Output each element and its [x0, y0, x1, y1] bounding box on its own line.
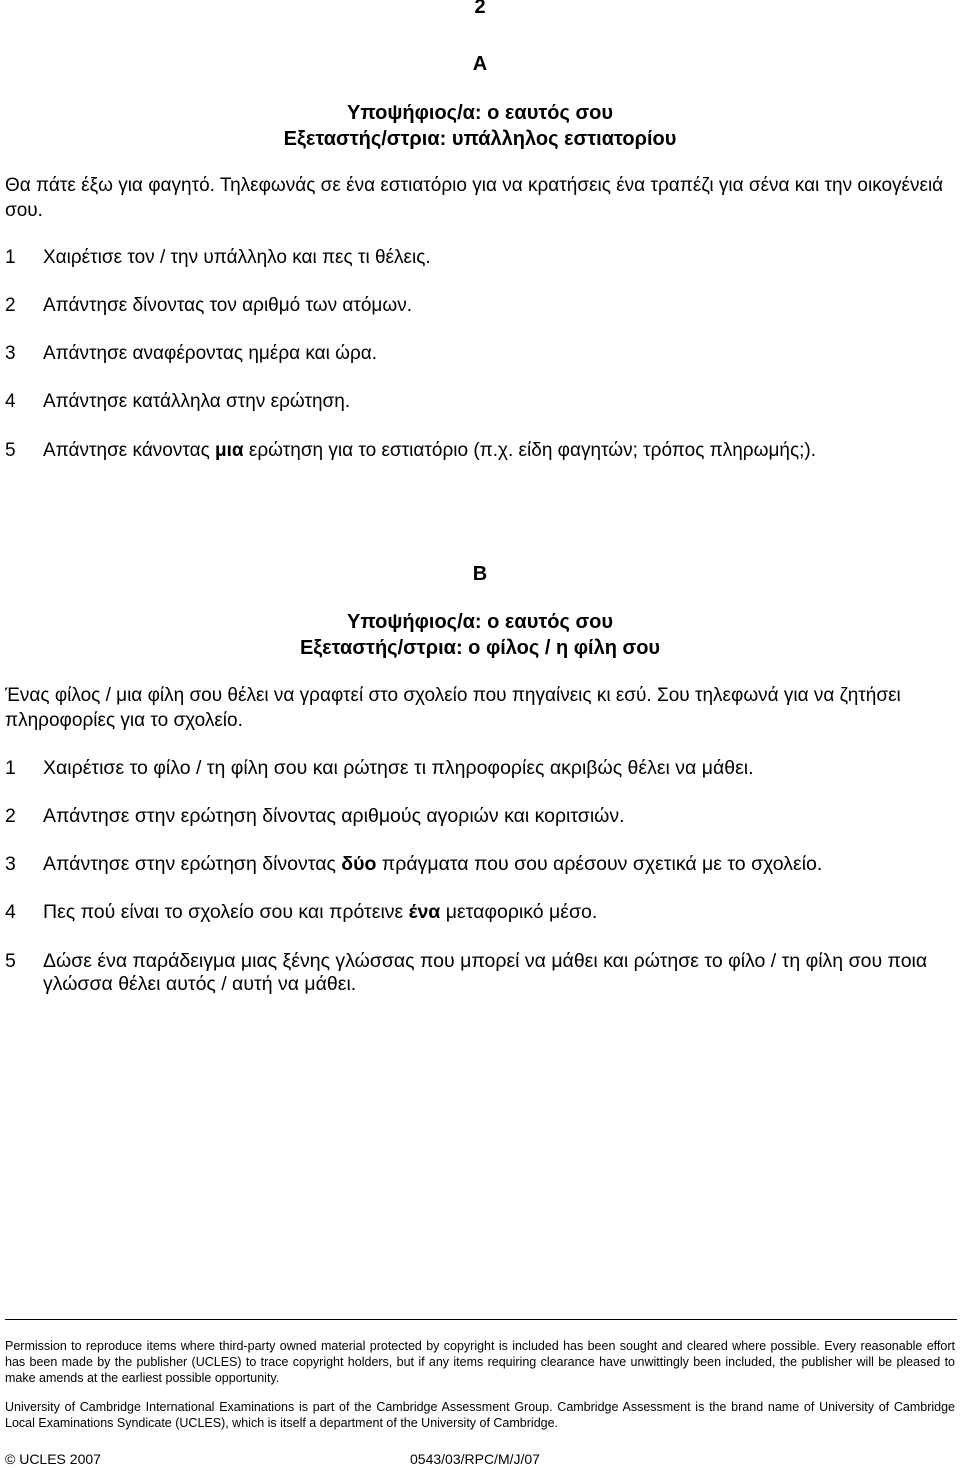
section-b-task-3	[5, 853, 955, 876]
section-a-task-3	[5, 343, 955, 365]
section-a-task-1	[5, 247, 955, 269]
section-b-candidate-role: Υποψήφιος/α: ο εαυτός σου	[347, 611, 613, 633]
task-number: 1	[5, 247, 16, 268]
footer-copyright: © UCLES 2007	[5, 1451, 101, 1467]
task-text: Απάντησε κατάλληλα στην ερώτηση.	[43, 391, 351, 412]
task-text	[43, 440, 955, 462]
task-text-pre: Απάντησε κάνοντας	[43, 440, 216, 461]
task-text: Δώσε ένα παράδειγμα μιας ξένης γλώσσας που μπορεί να μάθει και ρώτησε το φίλο / τη φίλη σου ποια γλώσσα θέλει αυτός / αυτή να μάθει.	[43, 950, 928, 995]
section-a-task-4	[5, 391, 955, 413]
task-number: 2	[5, 805, 16, 827]
footer-paper-code: 0543/03/RPC/M/J/07	[410, 1451, 540, 1467]
section-a-examiner-role: Εξεταστής/στρια: υπάλληλος εστιατορίου	[283, 128, 677, 150]
task-text-post: μεταφορικό μέσο.	[440, 901, 598, 923]
section-b-heading: B	[472, 563, 488, 585]
footer-university-notice: University of Cambridge International Examinations is part of the Cambridge Assessment Group. Cambridge Assessment is the brand name of University of Cambridge Local Examinations Syndicate (UCLES), which is itself a department of the University of Cambridge.	[5, 1400, 955, 1430]
task-number: 2	[5, 295, 16, 316]
section-a-task-2	[5, 295, 955, 317]
section-b-intro: Ένας φίλος / μια φίλη σου θέλει να γραφτεί στο σχολείο που πηγαίνεις κι εσύ. Σου τηλεφωνά για να ζητήσει πληροφορίες για το σχολείο.	[5, 685, 901, 731]
task-text-emphasis: μια	[215, 440, 244, 461]
task-text-emphasis: δύο	[341, 853, 377, 875]
task-text-post: πράγματα που σου αρέσουν σχετικά με το σχολείο.	[376, 853, 823, 875]
task-text-emphasis: ένα	[408, 901, 441, 923]
section-b-task-5	[5, 950, 955, 996]
page-number: 2	[474, 0, 486, 18]
footer-divider	[5, 1319, 957, 1320]
task-text-post: ερώτηση για το εστιατόριο (π.χ. είδη φαγητών; τρόπος πληρωμής;).	[243, 440, 816, 461]
task-text: Χαιρέτισε το φίλο / τη φίλη σου και ρώτησε τι πληροφορίες ακριβώς θέλει να μάθει.	[43, 757, 754, 779]
task-number: 4	[5, 901, 16, 923]
section-a-candidate-role: Υποψήφιος/α: ο εαυτός σου	[347, 102, 613, 124]
section-b-task-2	[5, 805, 955, 828]
task-number: 5	[5, 950, 16, 972]
task-text-pre: Απάντησε στην ερώτηση δίνοντας	[43, 853, 342, 875]
task-text-pre: Πες πού είναι το σχολείο σου και πρότεινε	[43, 901, 409, 923]
section-b-task-1	[5, 757, 955, 780]
task-text: Απάντησε δίνοντας τον αριθμό των ατόμων.	[43, 295, 412, 316]
task-number: 3	[5, 853, 16, 875]
task-text: Απάντησε αναφέροντας ημέρα και ώρα.	[43, 343, 378, 364]
task-number: 5	[5, 440, 16, 461]
footer-permission-notice: Permission to reproduce items where third-party owned material protected by copyright is included has been sought and cleared where possible. Every reasonable effort has been made by the publisher (UCLES) to trace copyright holders, but if any items requiring clearance have unwittingly been included, the publisher will be pleased to make amends at the earliest possible opportunity.	[5, 1339, 955, 1385]
task-text: Χαιρέτισε τον / την υπάλληλο και πες τι θέλεις.	[43, 247, 431, 268]
task-text: Απάντησε στην ερώτηση δίνοντας αριθμούς αγοριών και κοριτσιών.	[43, 805, 625, 827]
task-number: 1	[5, 757, 16, 779]
section-a-task-5	[5, 440, 955, 462]
section-b-examiner-role: Εξεταστής/στρια: ο φίλος / η φίλη σου	[299, 637, 661, 659]
section-a-intro: Θα πάτε έξω για φαγητό. Τηλεφωνάς σε ένα εστιατόριο για να κρατήσεις ένα τραπέζι για σένα και την οικογένειά σου.	[5, 175, 944, 221]
task-number: 3	[5, 343, 16, 364]
section-b-task-4	[5, 901, 955, 924]
section-a-heading: A	[472, 53, 488, 75]
task-text	[43, 853, 955, 876]
task-text	[43, 901, 955, 924]
task-number: 4	[5, 391, 16, 412]
